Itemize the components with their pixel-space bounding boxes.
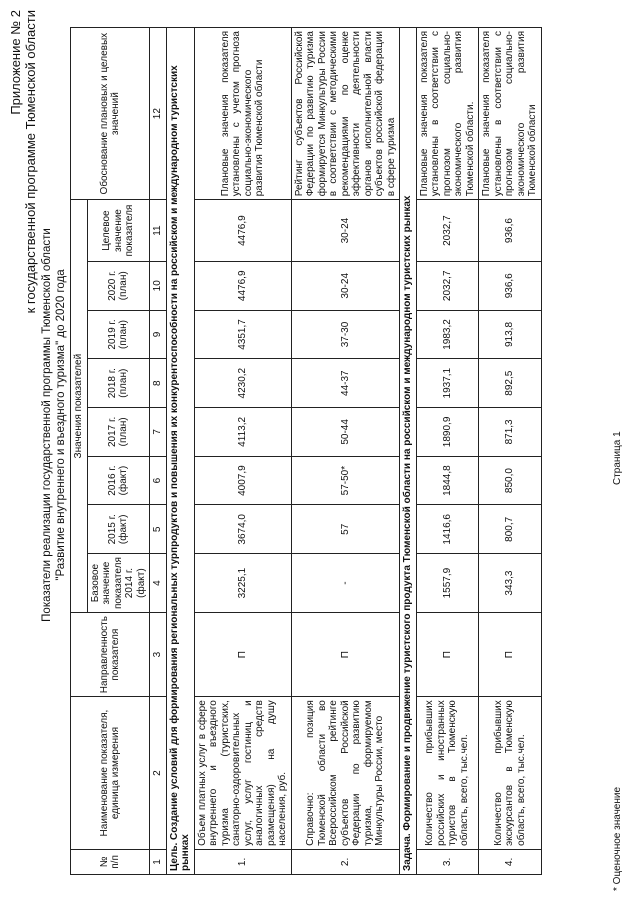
row-2017: 871,3	[479, 408, 542, 457]
row-target: 30-24	[291, 200, 400, 262]
row-2018: 892,5	[479, 359, 542, 408]
row-2015: 1416,6	[416, 505, 479, 554]
col-header-2015: 2015 г. (факт)	[87, 505, 150, 554]
row-2015: 57	[291, 505, 400, 554]
table-row	[416, 28, 479, 875]
row-direction: П	[194, 613, 291, 697]
row-base: 343,3	[479, 554, 542, 613]
index-cell: 12	[150, 28, 167, 200]
col-header-2016: 2016 г. (факт)	[87, 456, 150, 505]
row-2020: 2032,7	[416, 261, 479, 310]
row-name: Объем платных услуг в сфере внутреннего и въездного туризма (туристских, санаторно-оздоровительных услуг, услуг гостиниц и аналогичных средств размещения) на душу населения, руб.	[194, 697, 291, 850]
task-text: Задача. Формирование и продвижение туристского продукта Тюменской области на российском и международном туристских рынках	[400, 28, 417, 875]
row-no: 4.	[479, 849, 542, 874]
index-cell: 1	[150, 849, 167, 874]
index-cell: 11	[150, 200, 167, 262]
col-header-2018: 2018 г. (план)	[87, 359, 150, 408]
row-no: 2.	[291, 849, 400, 874]
row-2020: 4476,9	[194, 261, 291, 310]
annex-label	[8, 10, 38, 313]
row-2016: 850,0	[479, 456, 542, 505]
col-header-2020: 2020 г. (план)	[87, 261, 150, 310]
row-2020: 936,6	[479, 261, 542, 310]
row-name: Справочно: позиция Тюменской области во Всероссийском рейтинге субъектов Российской Федерации по развитию туризма, формируемом Минкультуры России, место	[291, 697, 400, 850]
row-2016: 57-50*	[291, 456, 400, 505]
table-row	[291, 28, 400, 875]
document-title	[40, 145, 68, 705]
row-2016: 4007,9	[194, 456, 291, 505]
title-line-2: "Развитие внутреннего и въездного туризма" до 2020 года	[55, 269, 67, 581]
header-row-1	[71, 28, 88, 875]
row-no: 1.	[194, 849, 291, 874]
row-base: 3225,1	[194, 554, 291, 613]
row-name: Количество прибывших экскурсантов в Тюменскую область, всего, тыс.чел.	[479, 697, 542, 850]
row-target: 2032,7	[416, 200, 479, 262]
index-cell: 2	[150, 697, 167, 850]
index-cell: 6	[150, 456, 167, 505]
row-2018: 1937,1	[416, 359, 479, 408]
row-2018: 44-37	[291, 359, 400, 408]
index-row	[150, 28, 167, 875]
row-2019: 4351,7	[194, 310, 291, 359]
annex-number: Приложение № 2	[8, 10, 23, 115]
col-header-no: № п/п	[71, 849, 150, 874]
row-2020: 30-24	[291, 261, 400, 310]
row-base: 1557,9	[416, 554, 479, 613]
col-header-2019: 2019 г. (план)	[87, 310, 150, 359]
col-header-direction: Направленность показателя	[71, 613, 150, 697]
col-header-basis: Обоснование плановых и целевых значений	[71, 28, 150, 200]
row-direction: П	[479, 613, 542, 697]
row-2015: 3674,0	[194, 505, 291, 554]
row-2017: 4113,2	[194, 408, 291, 457]
row-basis: Рейтинг субъектов Российской Федерации по развитию туризма формируется Минкультуры России в соответствии с методическими рекомендациями по оценке эффективности деятельности органов исполнительной власти субъектов российской федерации в сфере туризма	[291, 28, 400, 200]
index-cell: 5	[150, 505, 167, 554]
row-base: -	[291, 554, 400, 613]
col-header-2017: 2017 г. (план)	[87, 408, 150, 457]
index-cell: 8	[150, 359, 167, 408]
row-basis: Плановые значения показателя установлены в соответствии с прогнозом социально-экономического развития Тюменской области.	[416, 28, 479, 200]
row-target: 936,6	[479, 200, 542, 262]
table-row	[479, 28, 542, 875]
col-header-target: Целевое значение показателя	[87, 200, 150, 262]
col-header-base: Базовое значение показателя 2014 г. (факт)	[87, 554, 150, 613]
annex-reference: к государственной программе Тюменской области	[23, 10, 38, 314]
row-no: 3.	[416, 849, 479, 874]
row-direction: П	[416, 613, 479, 697]
indicators-table	[70, 27, 542, 875]
col-header-values-group: Значения показателей	[71, 200, 88, 613]
page-number: Страница 1	[612, 431, 623, 485]
row-2018: 4230,2	[194, 359, 291, 408]
index-cell: 10	[150, 261, 167, 310]
row-2015: 800,7	[479, 505, 542, 554]
index-cell: 7	[150, 408, 167, 457]
goal-text: Цель. Создание условий для формирования региональных турпродуктов и повышения их конкурентоспособности на российском и международном туристских рынках	[166, 28, 194, 875]
row-2016: 1844,8	[416, 456, 479, 505]
row-2019: 913,8	[479, 310, 542, 359]
footnote: * Оценочное значение	[612, 786, 623, 891]
row-basis: Плановые значения показателя установлены в соответствии с прогнозом социально-экономического развития Тюменской области	[479, 28, 542, 200]
row-basis: Плановые значения показателя установлены с учетом прогноза социально-экономического развития Тюменской области	[194, 28, 291, 200]
row-2019: 37-30	[291, 310, 400, 359]
index-cell: 3	[150, 613, 167, 697]
col-header-name: Наименование показателя, единица измерения	[71, 697, 150, 850]
row-2019: 1983,2	[416, 310, 479, 359]
row-2017: 1890,9	[416, 408, 479, 457]
goal-row	[166, 28, 194, 875]
title-line-1: Показатели реализации государственной программы Тюменской области	[41, 228, 53, 622]
index-cell: 9	[150, 310, 167, 359]
row-target: 4476,9	[194, 200, 291, 262]
index-cell: 4	[150, 554, 167, 613]
row-2017: 50-44	[291, 408, 400, 457]
table-row	[194, 28, 291, 875]
task-row	[400, 28, 417, 875]
row-name: Количество прибывших российских и иностранных туристов в Тюменскую область, всего, тыс.чел.	[416, 697, 479, 850]
row-direction: П	[291, 613, 400, 697]
